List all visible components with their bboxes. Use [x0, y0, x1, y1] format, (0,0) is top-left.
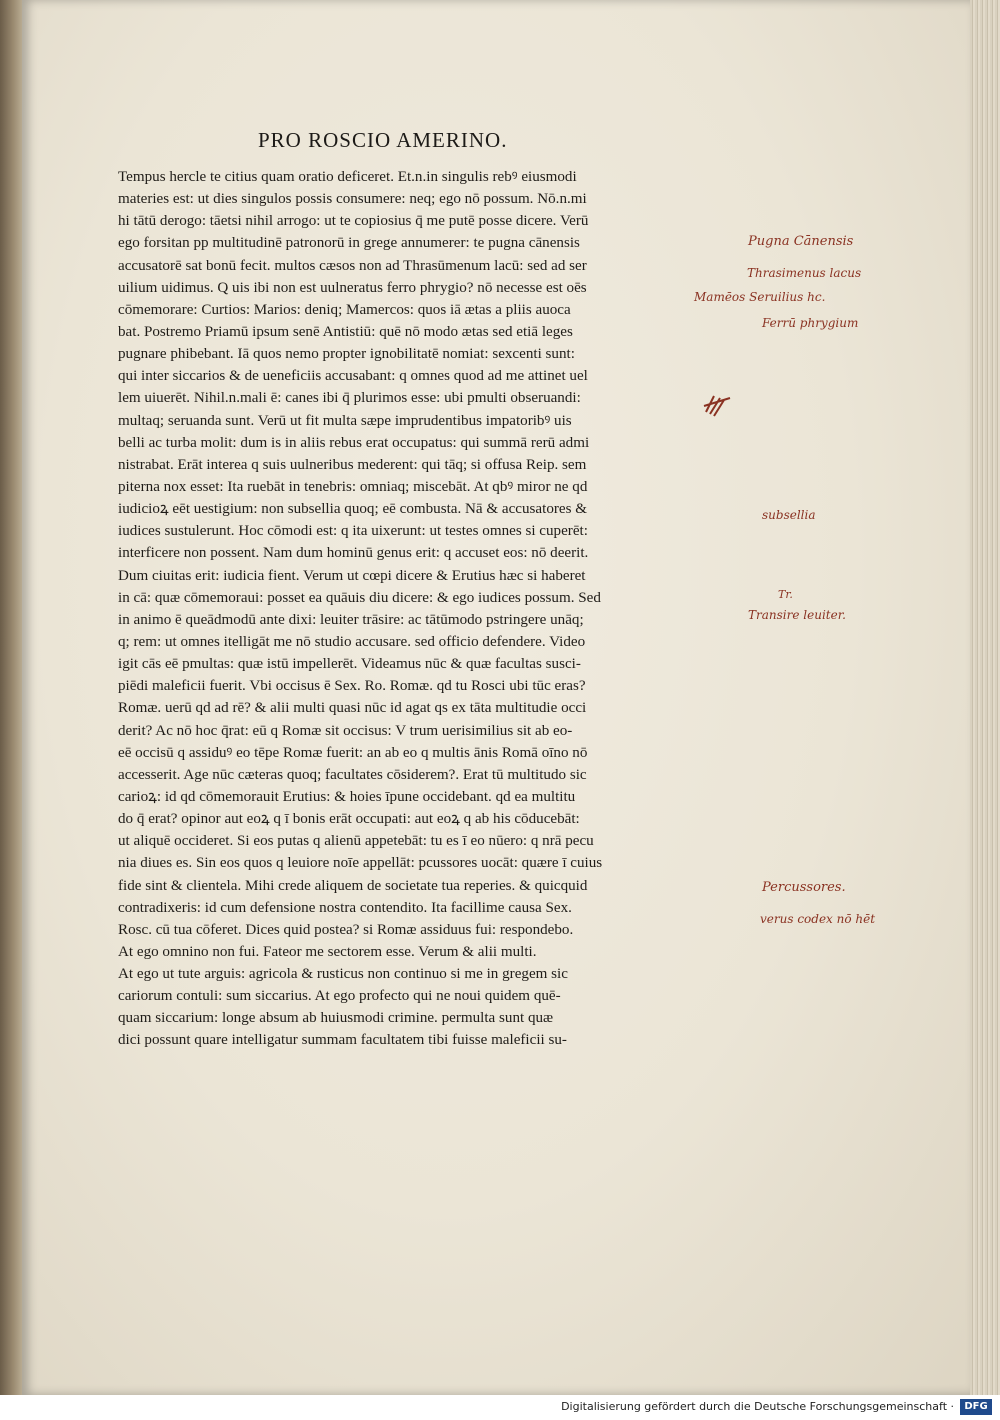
- text-line: qui inter siccarios & de ueneficiis accusabant: q omnes quod ad me attinet uel: [118, 368, 588, 385]
- text-line: eē occisū q assiduꝰ eo tēpe Romæ fuerit: an ab eo q multis ānis Romā oīno nō: [118, 744, 588, 761]
- margin-note-transire: Transire leuiter.: [748, 608, 846, 622]
- text-line: derit? Ac nō hoc q̄rat: eū q Romæ sit occisus: V trum uerisimilius sit ab eo-: [118, 722, 573, 739]
- dfg-logo: DFG: [960, 1399, 992, 1415]
- footer-credit-text: Digitalisierung gefördert durch die Deutsche Forschungsgemeinschaft ·: [561, 1400, 954, 1413]
- text-line: piēdi maleficii fuerit. Vbi occisus ē Sex. Ro. Romæ. qd tu Rosci ubi tūc eras?: [118, 678, 586, 695]
- text-line: iudices sustulerunt. Hoc cōmodi est: q ita uixerunt: ut testes omnes si cuperēt:: [118, 523, 588, 540]
- text-line: fide sint & clientela. Mihi crede aliquem de societate tua reperies. & quicquid: [118, 877, 588, 894]
- margin-note-thrasimenus: Thrasimenus lacus: [747, 266, 862, 280]
- margin-note-pugna: Pugna Cānensis: [748, 234, 854, 249]
- text-line: pugnare phibebant. Iā quos nemo propter ignobilitatē nomiat: sexcenti sunt:: [118, 346, 575, 363]
- text-line: in cā: quæ cōmemoraui: posset ea quāuis diu dicere: & ego iudices possum. Sed: [118, 589, 601, 606]
- body-text-block: [118, 166, 698, 1052]
- text-line: lem uiuerēt. Nihil.n.mali ē: canes ibi q̄ plurimos esse: ubi pmulti obseruandi:: [118, 390, 581, 407]
- margin-note-subsellia: subsellia: [762, 508, 816, 522]
- text-line: accesserit. Age nūc cæteras quoq; facultates cōsiderem?. Erat tū multitudo sic: [118, 766, 587, 783]
- text-line: quam siccarium: longe absum ab huiusmodi crimine. permulta sunt quæ: [118, 1010, 554, 1027]
- page-title: PRO ROSCIO AMERINO.: [258, 128, 508, 152]
- text-line: belli ac turba molit: dum is in aliis rebus erat occupatus: qui summā rerū admi: [118, 434, 590, 451]
- text-line: interficere non possent. Nam dum hominū genus erit: q accuset eos: nō deerit.: [118, 545, 589, 562]
- text-line: cōmemorare: Curtios: Marios: deniq; Mamercos: quos iā ætas a pliis auoca: [118, 301, 571, 318]
- text-line: igit cās eē pmultas: quæ istū impellerēt. Videamus nūc & quæ facultas susci-: [118, 656, 581, 673]
- text-line: At ego ut tute arguis: agricola & rusticus non continuo si me in gregem sic: [118, 966, 568, 983]
- text-line: contradixeris: id cum defensione nostra contendito. Ita facillime causa Sex.: [118, 899, 572, 916]
- margin-note-mamercos: Mamēos Seruilius hc.: [694, 290, 826, 304]
- text-line: ut aliquē occideret. Si eos putas q alienū appetebāt: tu es ī eo nūero: q nrā pecu: [118, 833, 594, 850]
- text-line: cariorum contuli: sum siccarius. At ego profecto qui ne noui quidem quē-: [118, 988, 561, 1005]
- text-line: do q̄ erat? opinor aut eoꝝ q ī bonis erāt occupati: aut eoꝝ q ab his cōducebāt:: [118, 811, 580, 828]
- text-line: nia diues es. Sin eos quos q leuiore noīe appellāt: pcussores uocāt: quære ī cuius: [118, 855, 603, 872]
- text-line: in animo ē queādmodū ante dixi: leuiter trāsire: ac tātūmodo pstringere unāq;: [118, 611, 584, 628]
- margin-note-verus-codex: verus codex nō hēt: [760, 912, 876, 926]
- text-line: bat. Postremo Priamū ipsum senē Antistiū: quē nō modo ætas sed etiā leges: [118, 323, 573, 340]
- book-binding-gutter: [0, 0, 22, 1395]
- margin-note-ferro: Ferrū phrygium: [762, 316, 859, 330]
- text-line: Dum ciuitas erit: iudicia fient. Verum ut cœpi dicere & Erutius hæc si haberet: [118, 567, 586, 584]
- footer-bar: [0, 1395, 1000, 1420]
- margin-strike-mark: [700, 392, 734, 420]
- text-line: Romæ. uerū qd ad rē? & alii multi quasi nūc id agat qs ex tāta multitudie occi: [118, 700, 587, 717]
- text-line: multaq; seruanda sunt. Verū ut fit multa sæpe imprudentibus impatoribꝰ uis: [118, 412, 572, 429]
- page-fore-edge: [970, 0, 1000, 1395]
- text-line: accusatorē sat bonū fecit. multos cæsos non ad Thrasūmenum lacū: sed ad ser: [118, 257, 587, 274]
- text-line: ego forsitan pp multitudinē patronorū in grege annumerer: te pugna cānensis: [118, 235, 580, 252]
- text-line: Tempus hercle te citius quam oratio deficeret. Et.n.in singulis rebꝰ eiusmodi: [118, 169, 577, 185]
- text-line: q; rem: ut omnes itelligāt me nō studio accusare. sed officio defendere. Video: [118, 633, 586, 650]
- text-line: carioꝝ: id qd cōmemorauit Erutius: & hoies īpune occidebant. qd ea multitu: [118, 788, 576, 805]
- text-line: materies est: ut dies singulos possis consumere: neq; ego nō possum. Nō.n.mi: [118, 191, 587, 208]
- text-line: iudicioꝝ eēt uestigium: non subsellia quoq; eē combusta. Nā & accusatores &: [118, 501, 587, 518]
- margin-note-percussores: Percussores.: [762, 880, 846, 895]
- text-line: Rosc. cū tua cōferet. Dices quid postea? si Romæ assiduus fui: respondebo.: [118, 921, 574, 938]
- text-line: At ego omnino non fui. Fateor me sectorem esse. Verum & alii multi.: [118, 943, 537, 960]
- text-line: uilium uidimus. Q uis ibi non est uulneratus ferro phrygio? nō necesse est oēs: [118, 279, 587, 296]
- text-line: piterna nox esset: Ita ruebāt in tenebris: omniaq; miscebāt. At qbꝰ miror ne qd: [118, 478, 588, 495]
- text-line: nistrabat. Erāt interea q suis uulneribus mederent: qui tāq; si offusa Reip. sem: [118, 456, 587, 473]
- text-line: dici possunt quare intelligatur summam facultatem tibi fuisse maleficii su-: [118, 1032, 567, 1049]
- margin-note-tr: Tr.: [778, 588, 793, 601]
- text-line: hi tātū derogo: tāetsi nihil arrogo: ut te copiosius q̄ me putē posse dicere. Verū: [118, 213, 589, 230]
